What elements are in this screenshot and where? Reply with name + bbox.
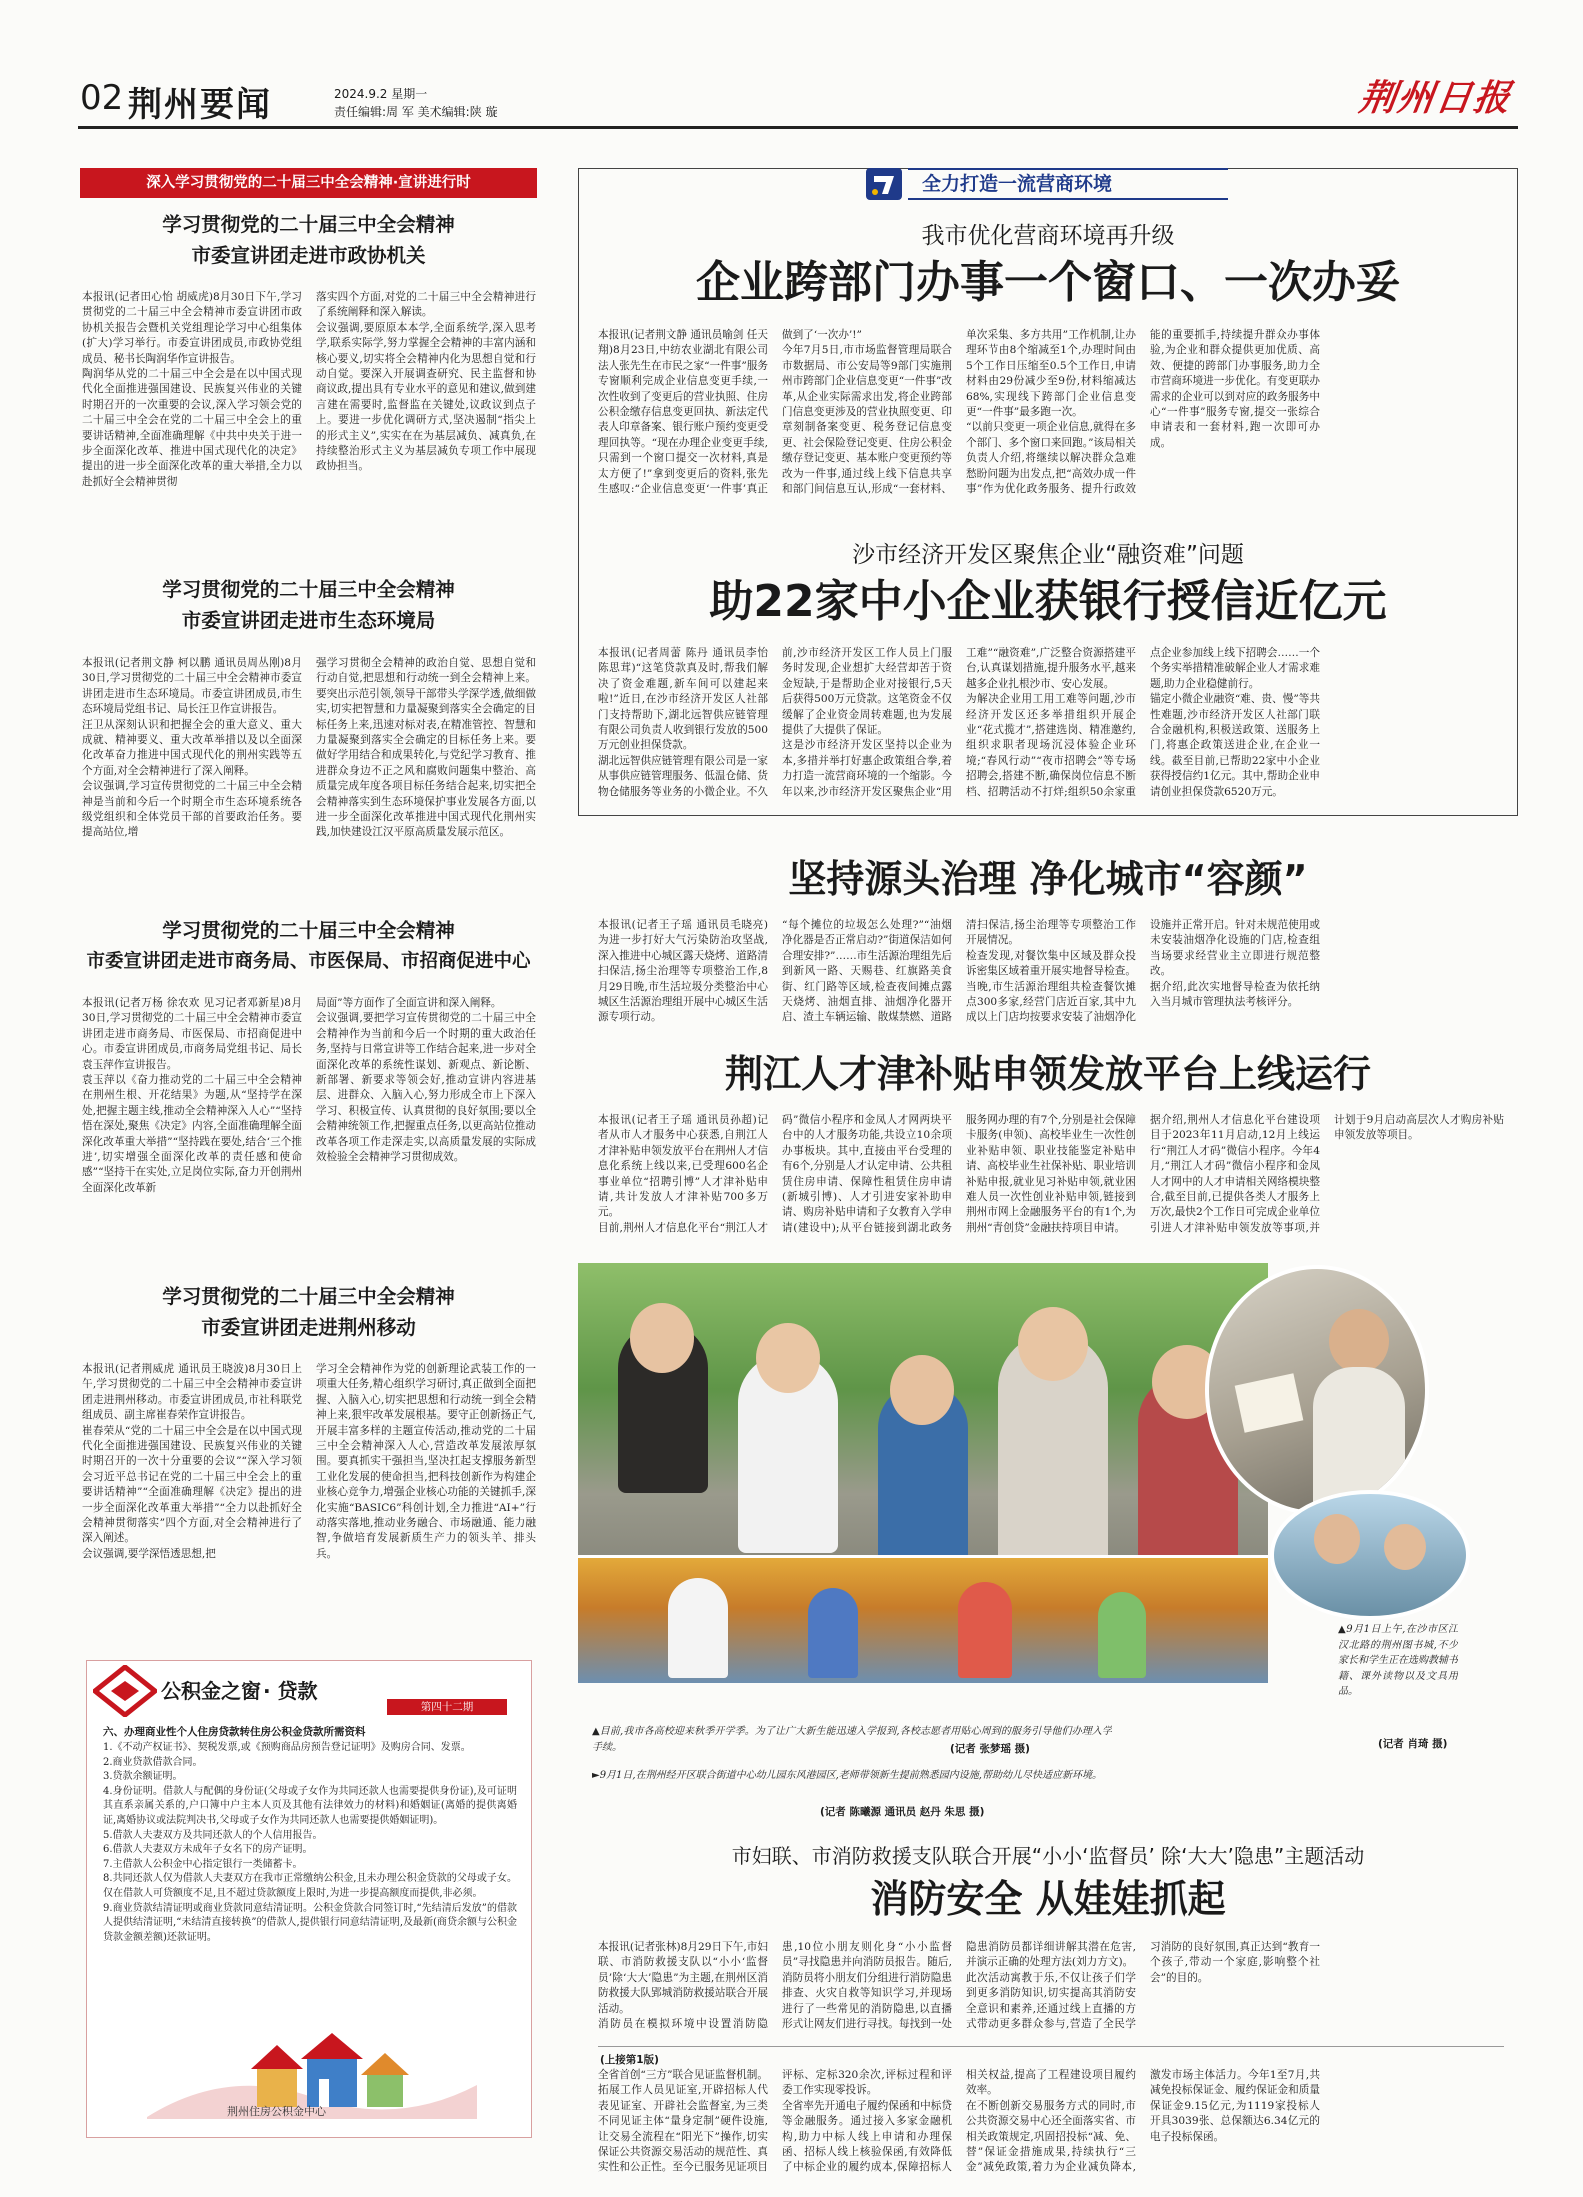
article-title-line2: 市委宣讲团走进荆州移动 [201,1316,416,1339]
business-kicker: 我市优化营商环境再升级 [921,223,1175,249]
article-body-col2: 强学习贯彻全会精神的政治自觉、思想自觉和行动自觉,把思想和行动统一到全会精神上来。要突出示范引领,领导干部带头学深学透,做细做实,切实把智慧和力量凝聚到落实全会确定的目标任务上来,迅速对标对表,在精准管控、智慧和力量凝聚到落实全会确定的目标任务上来。要做好学用结合和成果转化,与党纪学习教育、推进群众身边不正之风和腐败问题集中整治、高质量完成年度各项目标任务结合起来,切实把全会精神落实到生态环境保护事业发展各方面,以进一步全面深化改革推进中国式现代化荆州实践,加快建设江汉平原高质量发展示范区。 [316,657,536,839]
talent-headline: 荆江人才津补贴申领发放平台上线运行 [724,1052,1371,1096]
fire-kicker: 市妇联、市消防救援支队联合开展“小小‘监督员’ 除‘大大’隐患”主题活动 [731,1844,1365,1868]
clean-headline: 坚持源头治理 净化城市“容颜” [788,857,1308,901]
photo-caption-main: ▲目前,我市各高校迎来秋季开学季。为了让广大新生能迅速入学报到,各校志愿者用贴心周到的服务引导他们办理入学手续。 [592,1726,1112,1753]
fire-body: 本报讯(记者张林)8月29日下午,市妇联、市消防救援支队以“小小‘监督员’除‘大大’隐患”为主题,在荆州区消防救援大队郢城消防救援站联合开展活动。 消防员在模拟环境中设置消防隐患,10位小朋友则化身“小小监督员”寻找隐患并向消防员报告。随后,消防员将小朋友们分组进行消防隐患排查、火灾自救等知识学习,并现场进行了一些常见的消防隐患,以直播形式让网友们进行寻找。每找到一处隐患消防员都详细讲解其潜在危害,并演示正确的处理方法(刘力方文)。 此次活动寓教于乐,不仅让孩子们学到更多消防知识,切实提高其消防安全意识和素养,还通过线上直播的方式带动更多群众参与,营造了全民学习消防的良好氛围,真正达到“教育一个孩子,带动一个家庭,影响整个社会”的目的。 [598,1941,1320,2031]
article-body-col2: 落实四个方面,对党的二十届三中全会精神进行了系统阐释和深入解读。 会议强调,要原原本本学,全面系统学,深入思考学,联系实际学,努力掌握全会精神的丰富内涵和核心要义,切实将全会精神内化为思想自觉和行动自觉。要深入开展调查研究、民主监督和协商议政,提出具有专业水平的意见和建议,做到建言建在需要时,监督监在关键处,议政议到点子上。要进一步优化调研方式,坚决遏制“指尖上的形式主义”,实实在在为基层减负、减真负,在持续整治形式主义为基层减负专项工作中展现政协担当。 [316,291,536,473]
article-body-col1: 本报讯(记者荆威虎 通讯员王晓波)8月30日上午,学习贯彻党的二十届三中全会精神市委宣讲团走进荆州移动。市委宣讲团成员,市社科联党组成员、副主席崔春荣作宣讲报告。 崔春荣从“党的二十届三中全会是在以中国式现代化全面推进强国建设、民族复兴伟业的关键时期召开的一次十分重要的会议”“深入学习领会习近平总书记在党的二十届三中全会上的重要讲话精神”“全面准确理解《决定》提出的进一步全面深化改革重大举措”“全力以赴抓好全会精神贯彻落实”四个方面,对全会精神进行了深入阐述。 会议强调,要学深悟透思想,把 [82,1363,302,1560]
article-title-line2: 市委宣讲团走进市政协机关 [191,244,426,267]
gjj-box [86,1660,532,2138]
photo-caption-right: ▲9月1日上午,在沙市区江汉北路的荆州图书城,不少家长和学生正在选购教辅书籍、课外读物以及文具用品。 [1338,1624,1458,1697]
article-title-line1: 学习贯彻党的二十届三中全会精神 [162,919,455,942]
business-banner: 全力打造一流营商环境 [908,168,1228,200]
loan-body: 本报讯(记者周蕾 陈丹 通讯员李怡 陈思茸)“这笔贷款真及时,帮我们解决了资金难题,新车间可以建起来啦!”近日,在沙市经济开发区人社部门支持帮助下,湖北远智供应链管理有限公司负责人收到银行发放的500万元创业担保贷款。 湖北远智供应链管理有限公司是一家从事供应链管理服务、低温仓储、货物仓储服务等业务的小微企业。不久前,沙市经济开发区工作人员上门服务时发现,企业想扩大经营却苦于资金短缺,于是帮助企业对接银行,5天后获得500万元贷款。这笔资金不仅缓解了企业资金周转难题,也为发展提供了大提供了保证。 这是沙市经济开发区坚持以企业为本,多措并举打好惠企政策组合拳,着力打造一流营商环境的一个缩影。今年以来,沙市经济开发区聚焦企业“用工难”“融资难”,广泛整合资源搭建平台,认真谋划措施,提升服务水平,越来越多企业扎根沙市、安心发展。 为解决企业用工用工难等问题,沙市经济开发区还多举措组织开展企业“花式揽才”,搭建选岗、精准邀约,组织求职者现场沉浸体验企业环境;“春风行动”“夜市招聘会”等专场招聘会,搭建不断,确保岗位信息不断档、招聘活动不打烊;组织50余家重点企业参加线上线下招聘会……一个个务实举措精准破解企业人才需求难题,助力企业稳健前行。 锚定小微企业融资“难、贵、慢”等共性难题,沙市经济开发区人社部门联合金融机构,积极送政策、送服务上门,将惠企政策送进企业,在企业一线。截至目前,已帮助22家中小企业获得授信约1亿元。其中,帮助企业申请创业担保贷款6520万元。 [598,647,1320,798]
editors-credit: 责任编辑:周 军 美术编辑:陕 璇 [334,105,498,119]
paper-logo: 荆州日报 [1356,77,1515,119]
article-body-col2: 学习全会精神作为党的创新理论武装工作的一项重大任务,精心组织学习研讨,真正做到全面把握、入脑入心,切实把思想和行动统一到全会精神上来,狠牢改革发展根基。要守正创新扬正气,开展丰富多样的主题宣传活动,推动党的二十届三中全会精神深入人心,营造改革发展浓厚氛围。要真抓实干强担当,坚决扛起支撑服务新型工业化发展的使命担当,把科技创新作为构建企业核心竞争力,增强企业核心功能的关键抓手,深化实施“BASIC6”科创计划,全力推进“AI+”行动落实落地,推动业务融合、市场融通、能力融智,争做培育发展新质生产力的领头羊、排头兵。 [316,1363,536,1560]
loan-kicker: 沙市经济开发区聚焦企业“融资难”问题 [852,542,1244,568]
page-number: 02 [80,78,124,118]
gjj-footer: 荆州住房公积金中心 [227,2105,326,2118]
article-title-line2: 市委宣讲团走进市商务局、市医保局、市招商促进中心 [86,951,531,972]
photo-bookstore-circle [1205,1265,1429,1515]
business-headline: 企业跨部门办事一个窗口、一次办妥 [696,257,1400,308]
section-name: 荆州要闻 [128,85,272,125]
gjj-brand: 公积金之窗 [161,1679,261,1703]
gjj-body: 1.《不动产权证书》、契税发票,或《预购商品房预告登记证明》及购房合同、发票。 2.商业贷款借款合同。 3.贷款余额证明。 4.身份证明。借款人与配偶的身份证(父母或子女作为共同还款人也需要提供身份证),及可证明其直系亲属关系的,户口簿中户主本人页及其他有法律效力的材料)和婚姻证(离婚的提供离婚证,离婚协议或法院判决书,父母或子女作为共同还款人也需要提供婚姻证明)。 5.借款人夫妻双方及共同还款人的个人信用报告。 6.借款人夫妻双方未成年子女名下的房产证明。 7.主借款人公积金中心指定银行一类储蓄卡。 8.共同还款人仅为借款人夫妻双方在我市正常缴纳公积金,且未办理公积金贷款的父母或子女。仅在借款人可贷额度不足,且不超过贷款额度上限时,为进一步提高额度而提供,非必须。 9.商业贷款结清证明或商业贷款同意结清证明。公积金贷款合同签订时,“先结清后发放”的借款人提供结清证明,“未结清直接转换”的借款人,提供银行同意结清证明,及最新(商贷余额与公积金贷款金额差额)还款证明。 [103,1742,517,1943]
business-body: 本报讯(记者荆文静 通讯员喻剑 任天翔)8月23日,中纺农业湖北有限公司法人张先生在市民之家“一件事”服务专窗顺利完成企业信息变更手续,一次性收到了变更后的营业执照、住房公积金缴存信息变更回执、新法定代表人印章备案、银行账户预约变更受理回执等。“现在办理企业变更手续,只需到一个窗口提交一次材料,真是太方便了!”拿到变更后的资料,张先生感叹:“企业信息变更‘一件事’真正做到了‘一次办’!” 今年7月5日,市市场监督管理局联合市数据局、市公安局等9部门实施荆州市跨部门企业信息变更“一件事”改革,从企业实际需求出发,将企业跨部门信息变更涉及的营业执照变更、印章刻制备案变更、税务登记信息变更、社会保险登记变更、住房公积金缴存登记变更、基本账户变更预约等改为一件事,通过线上线下信息共享和部门间信息互认,形成“一套材料、单次采集、多方共用”工作机制,让办理环节由8个缩减至1个,办理时间由5个工作日压缩至0.5个工作日,申请材料由29份减少至9份,材料缩减达68%,实现线下跨部门企业信息变更“一件事”最多跑一次。 “以前只变更一项企业信息,就得在多个部门、多个窗口来回跑。”该局相关负责人介绍,将继续以解决群众急难愁盼问题为出发点,把“高效办成一件事”作为优化政务服务、提升行政效能的重要抓手,持续提升群众办事体验,为企业和群众提供更加优质、高效、便捷的跨部门办事服务,助力全市营商环境进一步优化。有变更联办需求的企业可以到对应的政务服务中心“一件事”服务专窗,提交一张综合申请表和一套材料,跑一次即可办成。 [598,329,1320,496]
photo-credit-right: (记者 肖琦 摄) [1378,1738,1448,1750]
gjj-issue: 第四十二期 [387,1699,507,1715]
article-body-col1: 本报讯(记者万杨 徐农欢 见习记者邓新星)8月30日,学习贯彻党的二十届三中全会精神市委宣讲团走进市商务局、市医保局、市招商促进中心。市委宣讲团成员,市商务局党组书记、局长袁玉萍作宣讲报告。 袁玉萍以《奋力推动党的二十届三中全会精神在荆州生根、开花结果》为题,从“坚持学在深处,把握主题主线,推动全会精神深入人心”“坚持悟在深处,聚焦《决定》内容,全面准确理解全面深化改革重大举措”“坚持践在要处,结合‘三个推进’,切实增强全面深化改革的责任感和使命感”“坚持干在实处,立足岗位实际,奋力开创荆州全面深化改革新 [82,997,302,1194]
photo-bookstore-lower [1270,1490,1470,1620]
continued-body: 全省首创“三方”联合见证监督机制。拓展工作人员见证室,开辟招标人代表见证室、开辟社会监督室,为三类不同见证主体“量身定制”硬件设施,让交易全流程在“阳光下”操作,切实保证公共资源交易活动的规范性、真实性和公正性。至今已服务见证项目评标、定标320余次,评标过程和评委工作实现零投诉。 全省率先开通电子履约保函和中标贷等金融服务。通过接入多家金融机构,助力中标人线上申请和办理保函、招标人线上核验保函,有效降低了中标企业的履约成本,保障招标人相关权益,提高了工程建设项目履约效率。 在不断创新交易服务方式的同时,市公共资源交易中心还全面落实省、市相关政策规定,巩固招投标“减、免、替”保证金措施成果,持续执行“三金”减免政策,着力为企业减负降本,激发市场主体活力。今年1至7月,共减免投标保证金、履约保证金和质量保证金9.15亿元,为1119家投标人开具3039张、总保额达6.34亿元的电子投标保函。 [598,2069,1320,2174]
fire-headline: 消防安全 从娃娃抓起 [870,1877,1226,1921]
article-title-line1: 学习贯彻党的二十届三中全会精神 [162,578,455,601]
business-banner-icon [864,166,904,202]
article-body-col1: 本报讯(记者荆文静 柯以鹏 通讯员周丛刚)8月30日,学习贯彻党的二十届三中全会精神市委宣讲团走进市生态环境局。市委宣讲团成员,市生态环境局党组书记、局长汪卫作宣讲报告。 汪卫从深刻认识和把握全会的重大意义、重大成就、精神要义、重大改革举措以及以全面深化改革奋力推进中国式现代化的荆州实践等五个方面,对全会精神进行了深入阐释。 会议强调,学习宣传贯彻党的二十届三中全会精神是当前和今后一个时期全市生态环境系统各级党组织和全体党员干部的首要政治任务。要提高站位,增 [82,657,302,839]
continued-label: (上接第1版) [600,2054,659,2066]
loan-headline: 助22家中小企业获银行授信近亿元 [709,576,1387,627]
article-title-line1: 学习贯彻党的二十届三中全会精神 [162,1285,455,1308]
talent-body: 本报讯(记者王子瑶 通讯员孙超)记者从市人才服务中心获悉,自荆江人才津补贴申领发放平台在荆州人才信息化系统上线以来,已受理600名企事业单位“招聘引博”人才津补贴申请,共计发放人才津补贴700多万元。 目前,荆州人才信息化平台“荆江人才码”微信小程序和金凤人才网两块平台中的人才服务功能,共设立10余项办事板块。其中,直接由平台受理的有6个,分别是人才认定申请、公共租赁住房申请、保障性租赁住房申请(新城引博)、人才引进安家补助申请、购房补贴申请和子女教育入学申请(建设中);从平台链接到湖北政务服务网办理的有7个,分别是社会保障卡服务(申领)、高校毕业生一次性创业补贴申领、职业技能鉴定补贴申请、高校毕业生社保补贴、职业培训补贴申报,就业见习补贴申领,就业困难人员一次性创业补贴申领,链接到荆州市网上金融服务平台的有1个,为荆州“青创贷”金融扶持项目申请。 据介绍,荆州人才信息化平台建设项目于2023年11月启动,12月上线运行“荆江人才码”微信小程序。今年4月,“荆江人才码”微信小程序和金凤人才网中的人才申请相关网络模块整合,截至目前,已提供各类人才服务上万次,最快2个工作日可完成企业单位引进人才津补贴申领发放等事项,并计划于9月启动高层次人才购房补贴申领发放等项目。 [598,1114,1504,1234]
series-banner: 深入学习贯彻党的二十届三中全会精神·宣讲进行时 [80,168,537,198]
photo-caption-sub: ►9月1日,在荆州经开区联合街道中心幼儿园东风港园区,老师带领新生提前熟悉园内设施,帮助幼儿尽快适应新环境。 [592,1770,1102,1781]
photo-kindergarten [578,1555,1268,1683]
article-body-col1: 本报讯(记者田心怡 胡威虎)8月30日下午,学习贯彻党的二十届三中全会精神市委宣讲团市政协机关报告会暨机关党组理论学习中心组集体(扩大)学习举行。市委宣讲团成员,市政协党组成员、秘书长陶润华作宣讲报告。 陶润华从党的二十届三中全会是在以中国式现代化全面推进强国建设、民族复兴伟业的关键时期召开的一次重要的会议,深入学习领会党的二十届三中全会在党的二十届三中全会上的重要讲话精神,全面准确理解《中共中央关于进一步全面深化改革、推进中国式现代化的决定》提出的进一步全面深化改革的重大举措,全力以赴抓好全会精神贯彻 [82,291,302,488]
issue-date: 2024.9.2 星期一 [334,87,428,101]
article-title-line2: 市委宣讲团走进市生态环境局 [181,609,436,632]
article-body-col2: 局面”等方面作了全面宣讲和深入阐释。 会议强调,要把学习宣传贯彻党的二十届三中全会精神作为当前和今后一个时期的重大政治任务,坚持与日常宣讲等工作结合起来,进一步对全面深化改革的系统性谋划、新观点、新论断、新部署、新要求等领会好,推动宣讲内容进基层、进群众、入脑入心,努力形成全市上下深入学习、积极宣传、认真贯彻的良好氛围;要以全会精神统领工作,把握重点任务,以更高站位推动改革各项工作走深走实,以高质量发展的实际成效检验全会精神学习贯彻成效。 [316,997,536,1164]
masthead [0,0,1583,140]
masthead-rule [78,126,1518,129]
photo-credit-main: (记者 张梦瑶 摄) [950,1743,1030,1755]
article-title-line1: 学习贯彻党的二十届三中全会精神 [162,213,455,236]
photo-credit-sub: (记者 陈曦源 通讯员 赵丹 朱思 摄) [820,1806,985,1818]
clean-body: 本报讯(记者王子瑶 通讯员毛晓亮)为进一步打好大气污染防治攻坚战,深入推进中心城区露天烧烤、道路清扫保洁,扬尘治理等专项整治工作,8月29日晚,市生活垃圾分类整治中心城区生活源治理组开展中心城区生活源专项行动。 “每个摊位的垃圾怎么处理?”“油烟净化器是否正常启动?”街道保洁如何合理安排?”……市生活源治理组先后到新风一路、天赐巷、红旗路美食街、红门路等区域,检查夜间摊点露天烧烤、油烟直排、油烟净化器开启、渣土车辆运输、散煤禁燃、道路清扫保洁,扬尘治理等专项整治工作开展情况。 检查发现,对餐饮集中区域及群众投诉密集区域着重开展实地督导检查。当晚,市生活源治理组共检查餐饮摊点300多家,经营门店近百家,其中九成以上门店均按要求安装了油烟净化设施并正常开启。针对未规范使用或未安装油烟净化设施的门店,检查组当场要求经营业主立即进行规范整改。 据介绍,此次实地督导检查为依托纳入当月城市管理执法考核评分。 [598,919,1320,1024]
continued-rule [598,2046,1504,2047]
gjj-logo-icon [93,1665,157,1717]
gjj-sub: · 贷款 [263,1679,318,1703]
gjj-heading: 六、办理商业性个人住房贷款转住房公积金贷款所需资料 [103,1726,366,1738]
